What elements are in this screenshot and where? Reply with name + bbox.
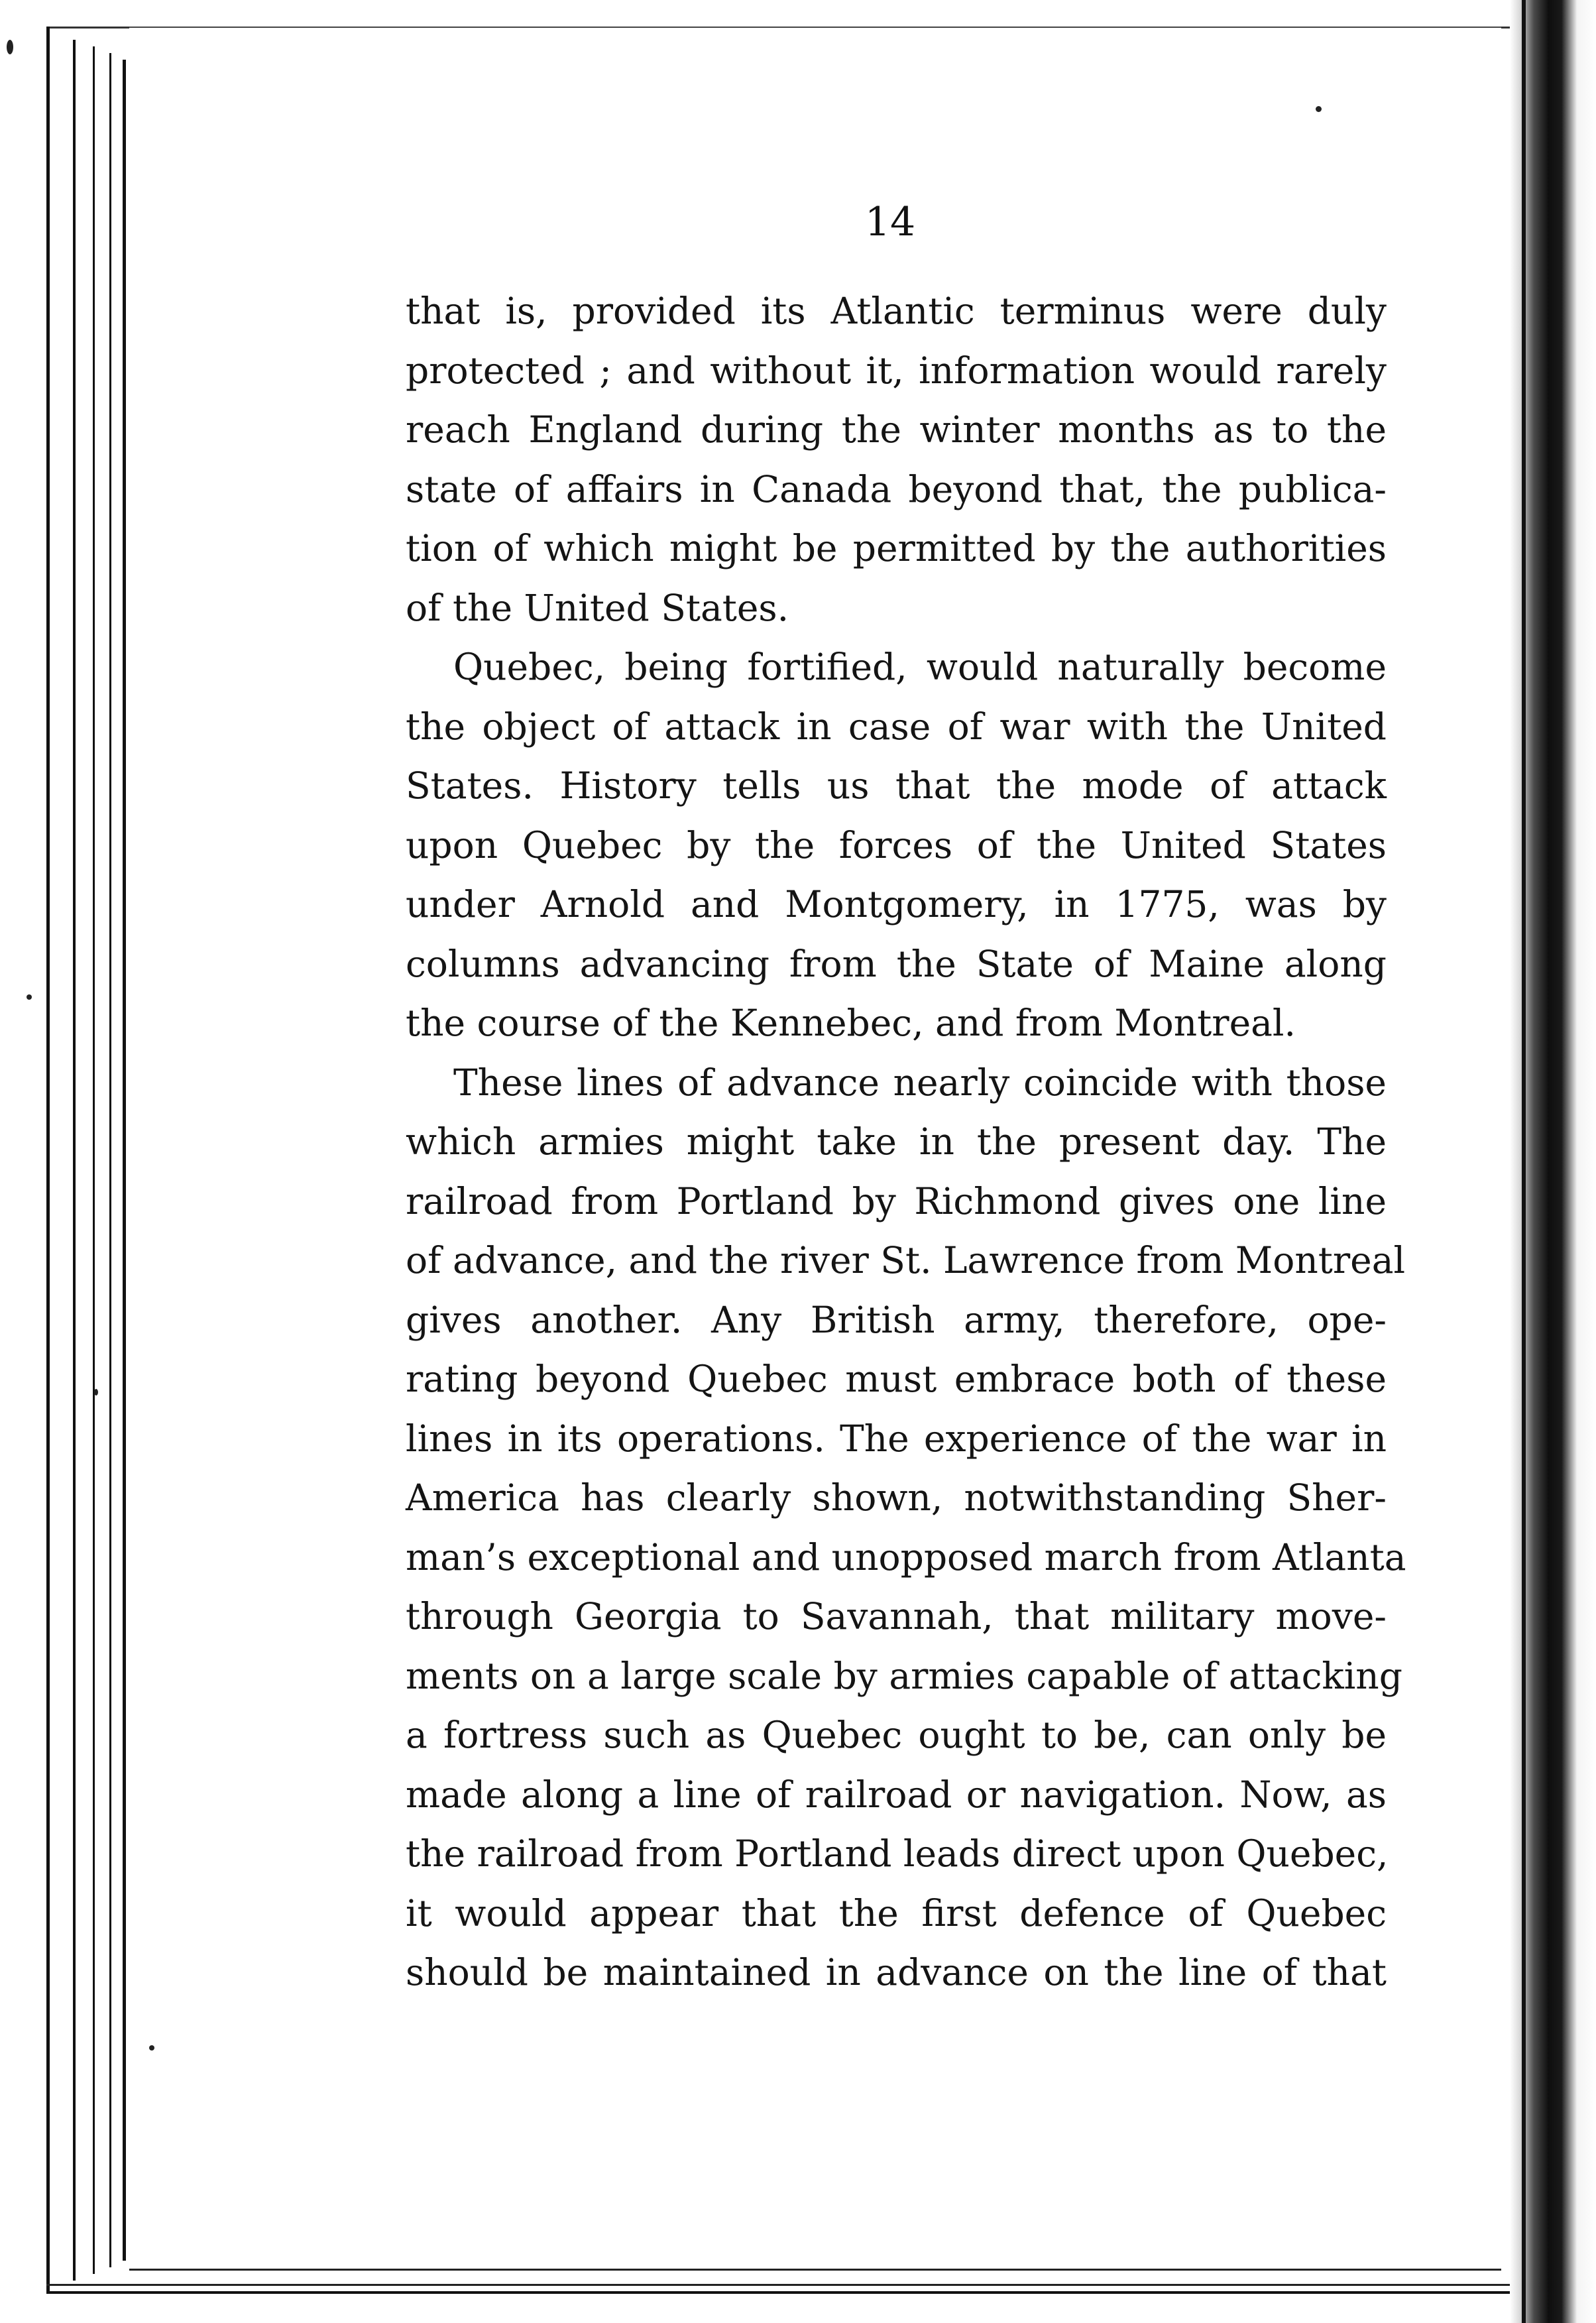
- paragraph: [406, 638, 1387, 1053]
- text-line: gives another. Any British army, therefore, ope-: [406, 1298, 1387, 1341]
- text-line: under Arnold and Montgomery, in 1775, was by: [406, 883, 1387, 925]
- text-line: a fortress such as Quebec ought to be, can only be: [406, 1714, 1387, 1756]
- text-line: should be maintained in advance on the line of that: [406, 1951, 1387, 1994]
- text-line: These lines of advance nearly coincide with those: [453, 1061, 1387, 1104]
- text-line: upon Quebec by the forces of the United States: [406, 823, 1387, 866]
- gutter-edge-line: [1522, 0, 1526, 2323]
- text-line: rating beyond Quebec must embrace both of these: [406, 1358, 1387, 1400]
- scan-speck: [27, 994, 32, 1000]
- body-text: [406, 282, 1406, 2003]
- text-line: railroad from Portland by Richmond gives one line: [406, 1179, 1387, 1222]
- text-line: tion of which might be permitted by the authorities: [406, 527, 1387, 569]
- page-edge: [123, 60, 126, 2261]
- text-line: man’s exceptional and unopposed march from Atlanta: [406, 1535, 1406, 1578]
- text-line: the railroad from Portland leads direct upon Quebec,: [406, 1832, 1389, 1875]
- scan-speck: [149, 2045, 154, 2051]
- text-line: America has clearly shown, notwithstanding Sher-: [406, 1476, 1387, 1519]
- paragraph: [406, 282, 1387, 638]
- text-line: made along a line of railroad or navigation. Now, as: [406, 1773, 1387, 1816]
- text-line: the course of the Kennebec, and from Montreal.: [406, 1002, 1296, 1044]
- text-line: columns advancing from the State of Maine along: [406, 942, 1387, 985]
- scan-speck: [7, 40, 13, 54]
- scan-speck: [1316, 106, 1322, 112]
- text-line: lines in its operations. The experience of the war in: [406, 1417, 1387, 1460]
- text-line: state of affairs in Canada beyond that, the publica-: [406, 467, 1387, 510]
- text-line: of advance, and the river St. Lawrence from Montreal: [406, 1239, 1406, 1281]
- text-line: that is, provided its Atlantic terminus were duly: [406, 290, 1387, 332]
- text-line: protected ; and without it, information would rarely: [406, 349, 1387, 392]
- page-edge: [109, 53, 111, 2267]
- page-number: 14: [864, 199, 916, 245]
- scan-speck: [94, 1389, 98, 1396]
- text-line: of the United States.: [406, 586, 789, 629]
- text-line: it would appear that the first defence of Quebec: [406, 1891, 1387, 1935]
- stack-bottom-edge: [46, 2284, 1524, 2294]
- book-spine-gutter: [1510, 0, 1596, 2323]
- page-edge: [93, 46, 95, 2274]
- text-line: States. History tells us that the mode of attack: [406, 764, 1387, 807]
- text-line: reach England during the winter months as to the: [406, 408, 1387, 451]
- text-line: Quebec, being fortified, would naturally become: [453, 646, 1387, 688]
- page-edge: [46, 27, 50, 2294]
- paragraph: [406, 1053, 1406, 2003]
- page-edge: [73, 40, 76, 2281]
- text-line: through Georgia to Savannah, that military move-: [406, 1595, 1387, 1638]
- text-line: which armies might take in the present day. The: [406, 1120, 1387, 1163]
- text-line: the object of attack in case of war with the United: [406, 705, 1387, 748]
- text-line: ments on a large scale by armies capable of attacking: [406, 1654, 1402, 1697]
